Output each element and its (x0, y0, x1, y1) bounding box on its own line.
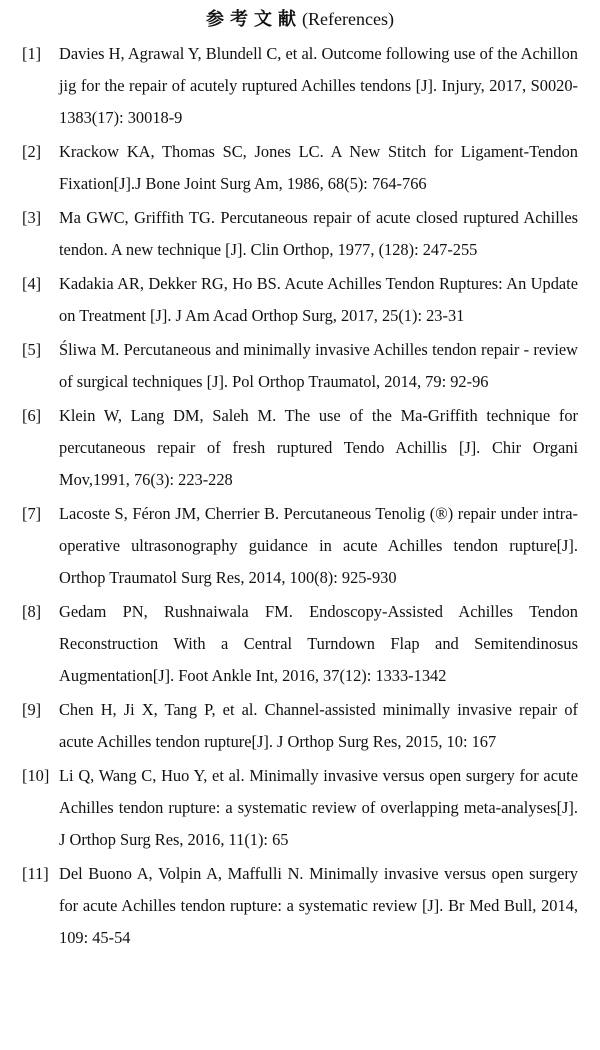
reference-item-9 (22, 694, 578, 758)
reference-item-6 (22, 400, 578, 496)
reference-number: [2] (22, 142, 42, 161)
reference-number: [7] (22, 504, 42, 523)
reference-item-11 (22, 858, 578, 954)
reference-item-8 (22, 596, 578, 692)
reference-number: [11] (22, 864, 49, 883)
reference-text: Lacoste S, Féron JM, Cherrier B. Percutaneous Tenolig (®) repair under intra-operative ultrasonography guidance in acute Achilles tendon rupture[J]. Orthop Traumatol Surg Res, 2014, 100(8): 925-930 (59, 504, 578, 587)
reference-text: Li Q, Wang C, Huo Y, et al. Minimally invasive versus open surgery for acute Achilles tendon rupture: a systematic review of overlapping meta-analyses[J]. J Orthop Surg Res, 2016, 11(1): 65 (59, 766, 578, 849)
reference-list (22, 38, 578, 956)
section-title-english: (References) (302, 9, 394, 29)
reference-number: [3] (22, 208, 42, 227)
reference-item-2 (22, 136, 578, 200)
reference-number: [1] (22, 44, 42, 63)
reference-text: Gedam PN, Rushnaiwala FM. Endoscopy-Assisted Achilles Tendon Reconstruction With a Central Turndown Flap and Semitendinosus Augmentation[J]. Foot Ankle Int, 2016, 37(12): 1333-1342 (59, 602, 578, 685)
reference-number: [9] (22, 700, 42, 719)
reference-item-4 (22, 268, 578, 332)
reference-item-10 (22, 760, 578, 856)
reference-number: [6] (22, 406, 42, 425)
reference-number: [4] (22, 274, 42, 293)
reference-number: [5] (22, 340, 42, 359)
reference-item-5 (22, 334, 578, 398)
reference-number: [10] (22, 766, 50, 785)
reference-text: Klein W, Lang DM, Saleh M. The use of the Ma-Griffith technique for percutaneous repair of fresh ruptured Tendo Achillis [J]. Chir Organi Mov,1991, 76(3): 223-228 (59, 406, 578, 489)
section-title (0, 7, 600, 32)
reference-text: Śliwa M. Percutaneous and minimally invasive Achilles tendon repair - review of surgical techniques [J]. Pol Orthop Traumatol, 2014, 79: 92-96 (59, 340, 578, 391)
reference-text: Kadakia AR, Dekker RG, Ho BS. Acute Achilles Tendon Ruptures: An Update on Treatment [J]. J Am Acad Orthop Surg, 2017, 25(1): 23-31 (59, 274, 578, 325)
section-title-chinese: 参考文献 (206, 9, 303, 30)
reference-number: [8] (22, 602, 42, 621)
reference-text: Ma GWC, Griffith TG. Percutaneous repair of acute closed ruptured Achilles tendon. A new technique [J]. Clin Orthop, 1977, (128): 247-255 (59, 208, 578, 259)
reference-item-1 (22, 38, 578, 134)
reference-item-3 (22, 202, 578, 266)
reference-text: Krackow KA, Thomas SC, Jones LC. A New Stitch for Ligament-Tendon Fixation[J].J Bone Joint Surg Am, 1986, 68(5): 764-766 (59, 142, 578, 193)
reference-text: Del Buono A, Volpin A, Maffulli N. Minimally invasive versus open surgery for acute Achilles tendon rupture: a systematic review [J]. Br Med Bull, 2014, 109: 45-54 (59, 864, 578, 947)
reference-text: Davies H, Agrawal Y, Blundell C, et al. Outcome following use of the Achillon jig for the repair of acutely ruptured Achilles tendons [J]. Injury, 2017, S0020-1383(17): 30018-9 (59, 44, 578, 127)
reference-text: Chen H, Ji X, Tang P, et al. Channel-assisted minimally invasive repair of acute Achilles tendon rupture[J]. J Orthop Surg Res, 2015, 10: 167 (59, 700, 578, 751)
reference-item-7 (22, 498, 578, 594)
